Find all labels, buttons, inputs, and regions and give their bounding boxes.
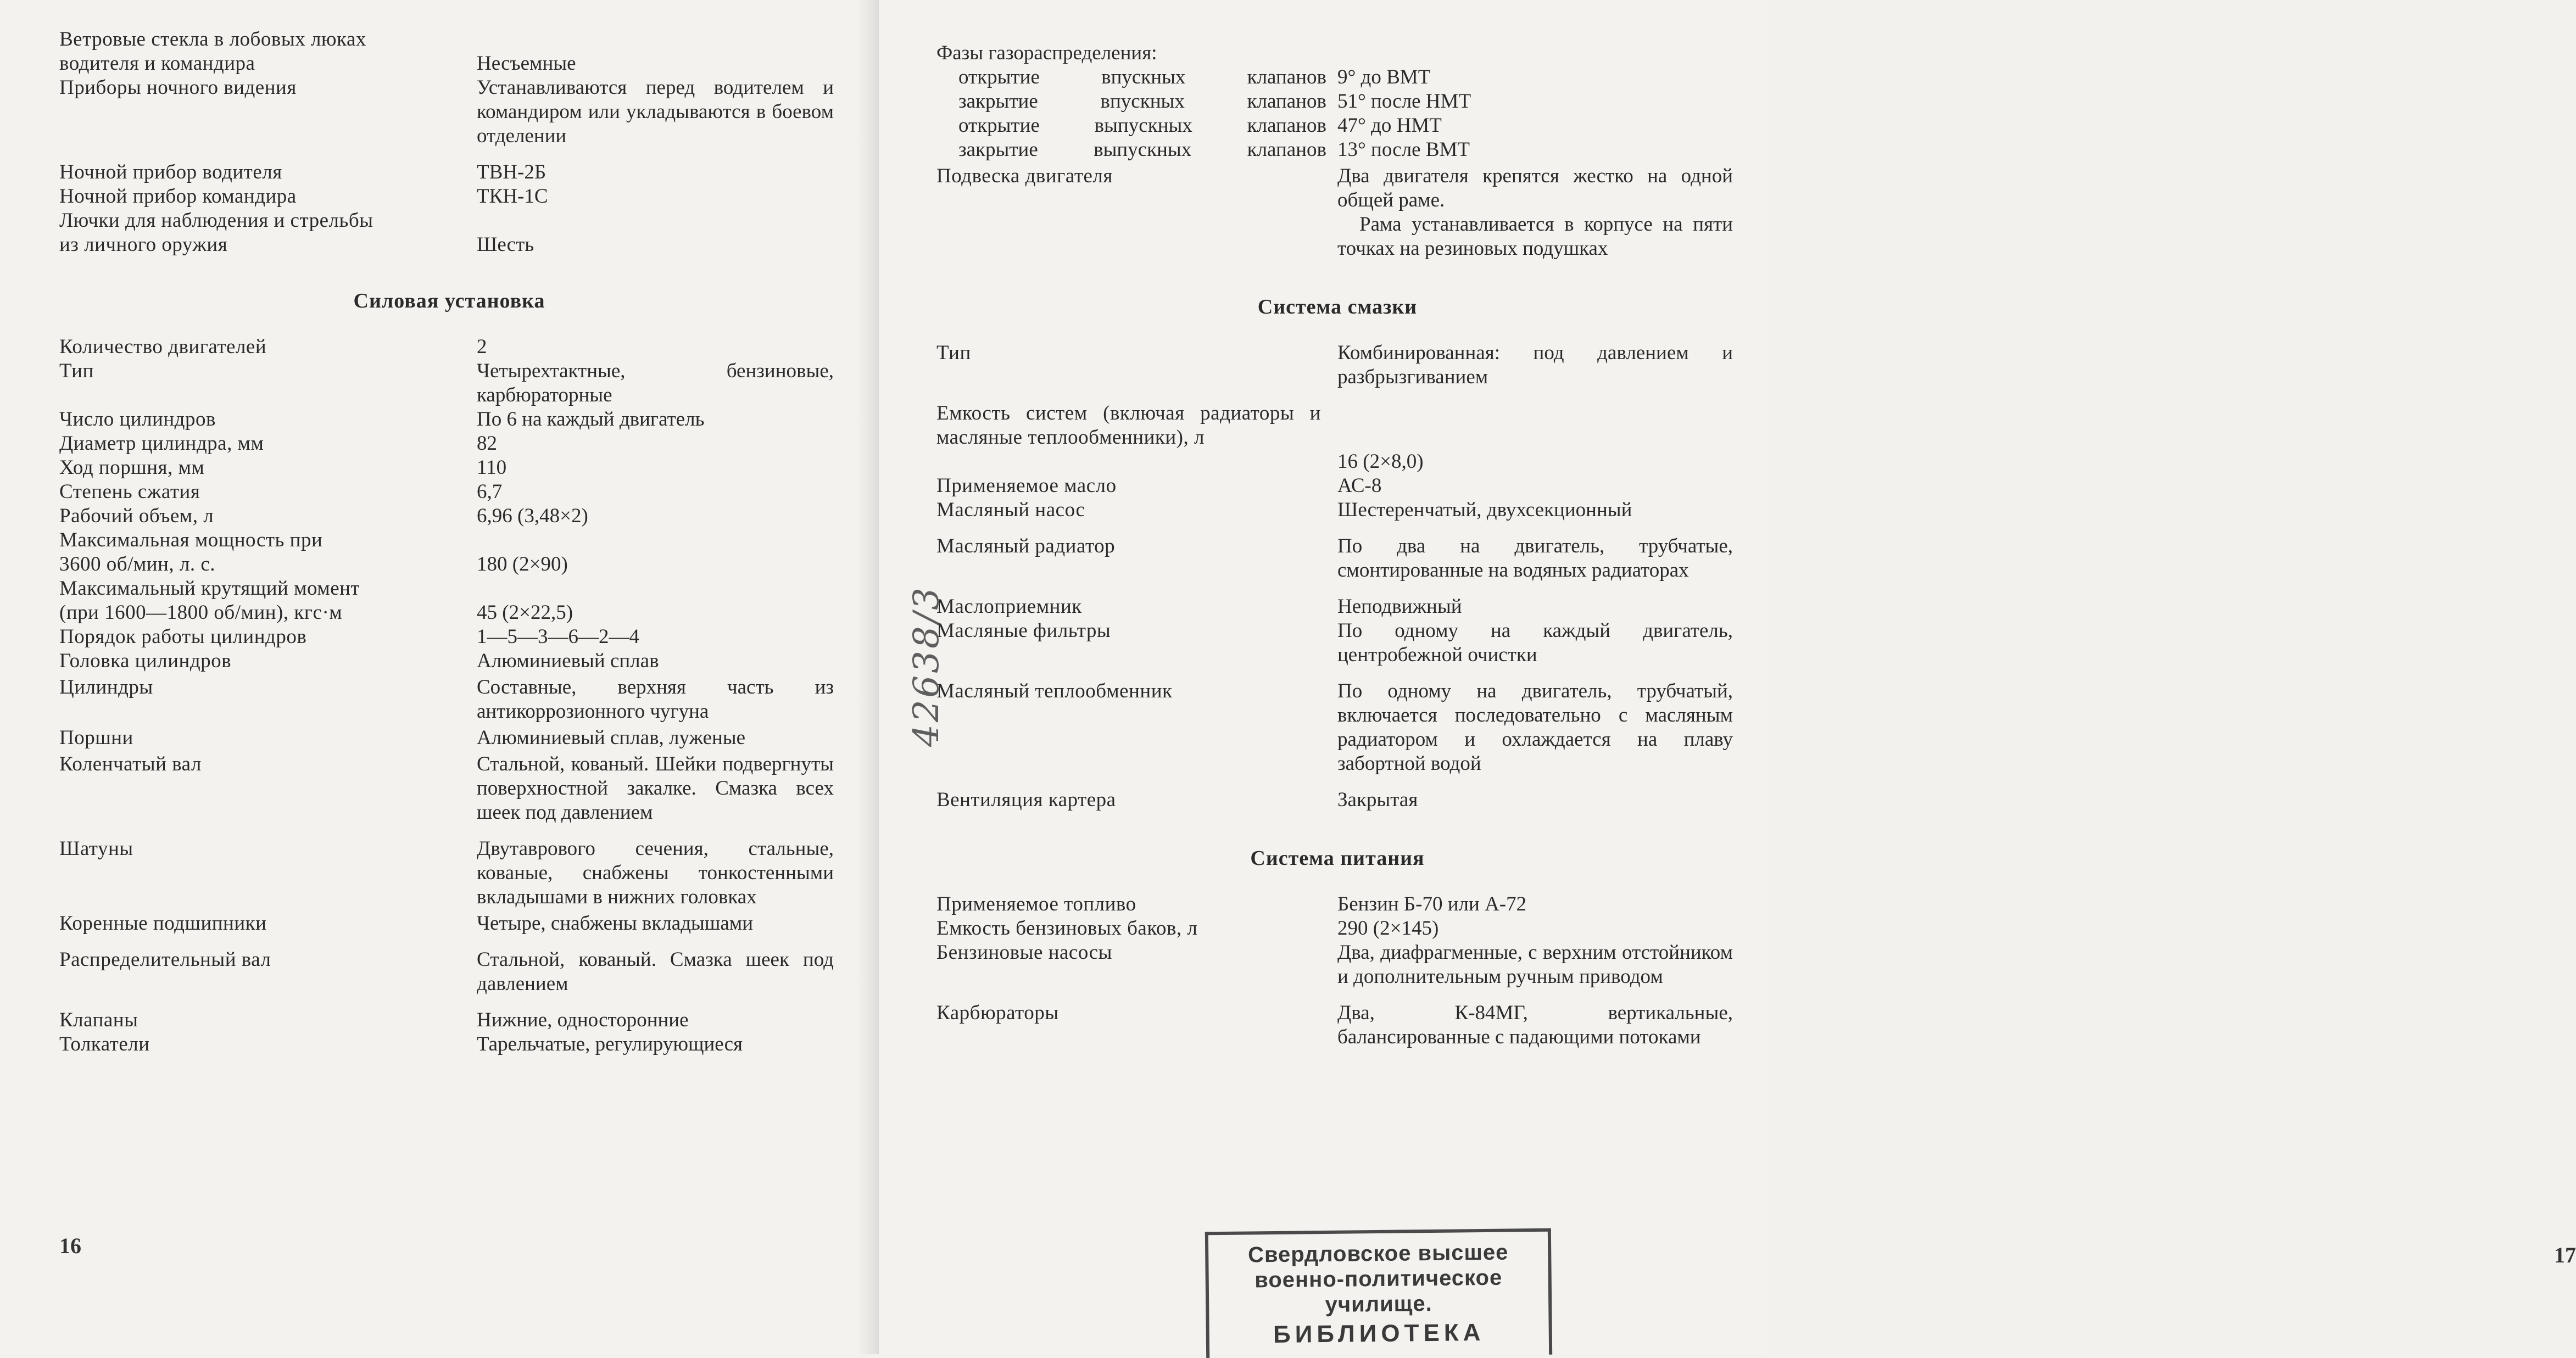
spec-row — [59, 359, 839, 407]
spec-term: Тип — [936, 342, 971, 364]
spec-row — [59, 185, 839, 209]
spec-term: Маслоприемник — [936, 595, 1082, 618]
valve-action: закрытие — [958, 138, 1038, 161]
spec-value: Двутаврового сечения, стальные, кованые, снабжены тонкостенными вкладышами в нижних головках — [477, 837, 834, 908]
spec-row — [59, 456, 839, 480]
spec-term: Подвеска двигателя — [936, 165, 1113, 187]
page-number: 16 — [59, 1233, 81, 1258]
library-stamp — [1205, 1228, 1552, 1358]
spec-value: Четырехтактные, бензиновые, карбюраторные — [477, 360, 834, 406]
spec-term: Цилиндры — [59, 676, 153, 698]
spec-value: 290 (2×145) — [1337, 917, 1439, 940]
spec-term: Распределительный вал — [59, 948, 271, 971]
spec-value: Два, К-84МГ, вертикальные, балансированные с падающими потоками — [1337, 1002, 1733, 1048]
spec-row — [59, 912, 839, 936]
spec-term: Масляный насос — [936, 499, 1085, 521]
valve-value: 47° до НМТ — [1337, 114, 1442, 137]
spec-term: Бензиновые насосы — [936, 941, 1113, 964]
spec-value: АС-8 — [1337, 474, 1382, 497]
spec-term: Количество двигателей — [59, 336, 267, 358]
spec-term: Масляный теплообменник — [936, 680, 1173, 702]
spec-row — [59, 504, 839, 528]
spec-value: Стальной, кованый. Шейки подвергнуты поверхностной закалке. Смазка всех шеек под давлением — [477, 753, 834, 824]
right-page-content — [936, 41, 1738, 1049]
spec-row — [936, 595, 1738, 619]
spec-row — [936, 534, 1738, 583]
left-page-content — [59, 27, 839, 1057]
stamp-line: Свердловское высшее — [1247, 1240, 1509, 1267]
valve-word: клапанов — [1247, 90, 1326, 113]
spec-row — [59, 528, 839, 577]
spec-term: Число цилиндров — [59, 408, 216, 431]
spec-row — [59, 160, 839, 185]
valve-value: 13° после ВМТ — [1337, 138, 1470, 161]
valve-type: выпускных — [1094, 138, 1192, 161]
valve-value: 9° до ВМТ — [1337, 66, 1431, 88]
spec-row — [936, 341, 1738, 389]
spec-term: Порядок работы цилиндров — [59, 625, 307, 648]
spec-row — [936, 892, 1738, 916]
spec-term: Применяемое масло — [936, 474, 1117, 497]
spec-row — [936, 941, 1738, 989]
valve-type: впускных — [1100, 90, 1185, 113]
spec-row — [59, 407, 839, 432]
spec-row — [936, 164, 1738, 261]
spec-value: 6,7 — [477, 480, 503, 503]
spec-value: Алюминиевый сплав — [477, 650, 659, 672]
valve-timing-row — [936, 114, 1738, 138]
spec-value: Шестеренчатый, двухсекционный — [1337, 499, 1632, 521]
valve-word: клапанов — [1247, 66, 1326, 88]
valve-word: клапанов — [1247, 114, 1326, 137]
spec-value: По одному на каждый двигатель, центробежной очистки — [1337, 619, 1733, 666]
spec-row — [936, 401, 1738, 474]
spec-term: Максимальная мощность при 3600 об/мин, л. с. — [59, 529, 323, 575]
spec-term: Лючки для наблюдения и стрельбы из личного оружия — [59, 209, 373, 256]
valve-timing-row — [936, 65, 1738, 90]
spec-row — [59, 209, 839, 257]
stamp-line: училище. — [1325, 1291, 1433, 1317]
valve-timing-row — [936, 138, 1738, 162]
valve-timing-title: Фазы газораспределения: — [936, 42, 1157, 64]
spec-term: Масляный радиатор — [936, 535, 1116, 557]
valve-type: впускных — [1101, 66, 1186, 88]
spec-row — [59, 1008, 839, 1032]
section-title-fuel-system: Система питания — [1250, 847, 1425, 870]
page-number: 17 — [2554, 1243, 2576, 1267]
valve-action: открытие — [958, 114, 1040, 137]
spec-row — [59, 480, 839, 504]
spec-row — [936, 679, 1738, 776]
spec-row — [59, 432, 839, 456]
spec-value: 6,96 (3,48×2) — [477, 505, 588, 527]
spec-term: Поршни — [59, 726, 133, 749]
spec-value: Комбинированная: под давлением и разбрызгиванием — [1337, 342, 1733, 388]
spec-value: Неподвижный — [1337, 595, 1462, 618]
spec-value: По 6 на каждый двигатель — [477, 408, 705, 431]
spec-term: Ночной прибор командира — [59, 185, 297, 208]
valve-timing-row — [936, 90, 1738, 114]
spec-term: Коленчатый вал — [59, 753, 202, 775]
spec-term: Ход поршня, мм — [59, 456, 205, 479]
spec-term: Ночной прибор водителя — [59, 161, 282, 183]
spec-term: Степень сжатия — [59, 480, 200, 503]
spec-row — [59, 726, 839, 750]
spec-row — [59, 335, 839, 359]
spec-value: 16 (2×8,0) — [1337, 450, 1424, 473]
spec-value: Нижние, односторонние — [477, 1009, 689, 1031]
spec-term: Диаметр цилиндра, мм — [59, 432, 264, 455]
spec-value: Составные, верхняя часть из антикоррозионного чугуна — [477, 676, 834, 723]
spec-value: ТВН-2Б — [477, 161, 547, 183]
handwritten-inventory-number: 42638/3 — [906, 585, 947, 747]
section-title-lubrication: Система смазки — [1257, 295, 1418, 318]
spec-term: Масляные фильтры — [936, 619, 1111, 642]
spec-term: Тип — [59, 360, 94, 382]
spec-value: Закрытая — [1337, 789, 1418, 811]
spec-value — [1337, 164, 1738, 261]
spec-value-part: Два двигателя крепятся жестко на одной общей раме. — [1337, 165, 1733, 211]
spec-value: 1—5—3—6—2—4 — [477, 625, 639, 648]
spec-row — [59, 577, 839, 625]
spec-row — [59, 752, 839, 825]
spec-row — [59, 649, 839, 673]
spec-value: Два, диафрагменные, с верхним отстойником и дополнительным ручным приводом — [1337, 941, 1733, 988]
spec-value-part: Рама устанавливается в корпусе на пяти точках на резиновых подушках — [1337, 213, 1733, 260]
spec-row — [59, 837, 839, 909]
spec-value: Устанавливаются перед водителем и командиром или укладываются в боевом отделении — [477, 76, 834, 147]
right-page — [879, 0, 2576, 1354]
left-page — [0, 0, 879, 1354]
spec-term: Вентиляция картера — [936, 789, 1116, 811]
spec-term: Коренные подшипники — [59, 912, 267, 935]
spec-value: Несъемные — [477, 52, 576, 75]
spec-term: Приборы ночного видения — [59, 76, 297, 99]
spec-term: Емкость бензиновых баков, л — [936, 917, 1198, 940]
spec-row — [59, 76, 839, 148]
spec-term: Карбюраторы — [936, 1002, 1059, 1024]
spec-row — [936, 474, 1738, 498]
spec-value: Четыре, снабжены вкладышами — [477, 912, 754, 935]
spec-value: 2 — [477, 336, 487, 358]
spec-value: По два на двигатель, трубчатые, смонтированные на водяных радиаторах — [1337, 535, 1733, 582]
spec-value: 45 (2×22,5) — [477, 601, 573, 624]
spec-term: Головка цилиндров — [59, 650, 232, 672]
spec-term: Шатуны — [59, 837, 133, 860]
spec-row — [59, 675, 839, 724]
spec-value: Стальной, кованый. Смазка шеек под давлением — [477, 948, 834, 995]
spec-row — [59, 948, 839, 996]
spec-value: 110 — [477, 456, 507, 479]
valve-type: выпускных — [1094, 114, 1192, 137]
spec-term: Клапаны — [59, 1009, 138, 1031]
spec-row — [59, 1032, 839, 1057]
spec-value: 180 (2×90) — [477, 553, 568, 575]
spec-value: По одному на двигатель, трубчатый, включается последовательно с масляным радиатором и охлаждается на плаву забортной водой — [1337, 680, 1733, 775]
stamp-line: военно-политическое — [1254, 1265, 1503, 1293]
spec-value: Алюминиевый сплав, луженые — [477, 726, 746, 749]
valve-action: открытие — [958, 66, 1040, 88]
spec-term: Максимальный крутящий момент (при 1600—1800 об/мин), кгс·м — [59, 577, 360, 624]
spec-term: Емкость систем (включая радиаторы и масляные теплообменники), л — [936, 402, 1321, 449]
spec-row — [936, 916, 1738, 941]
spec-value: 82 — [477, 432, 497, 455]
spec-value: Шесть — [477, 233, 534, 256]
valve-value: 51° после НМТ — [1337, 90, 1471, 113]
spec-value: Бензин Б-70 или А-72 — [1337, 893, 1527, 915]
spec-term: Рабочий объем, л — [59, 505, 214, 527]
spec-row — [936, 1001, 1738, 1049]
valve-word: клапанов — [1247, 138, 1326, 161]
spec-row — [59, 625, 839, 649]
spec-row — [936, 619, 1738, 667]
spec-row — [936, 788, 1738, 812]
spec-value: Тарельчатые, регулирующиеся — [477, 1033, 743, 1055]
spec-term: Толкатели — [59, 1033, 150, 1055]
spec-value: ТКН-1С — [477, 185, 548, 208]
spec-row — [936, 498, 1738, 522]
section-title-power-plant: Силовая установка — [353, 289, 545, 312]
spec-term: Ветровые стекла в лобовых люках водителя и командира — [59, 28, 366, 75]
stamp-line: БИБЛИОТЕКА — [1273, 1318, 1485, 1349]
valve-action: закрытие — [958, 90, 1038, 113]
spec-row — [59, 27, 839, 76]
spec-term: Применяемое топливо — [936, 893, 1136, 915]
